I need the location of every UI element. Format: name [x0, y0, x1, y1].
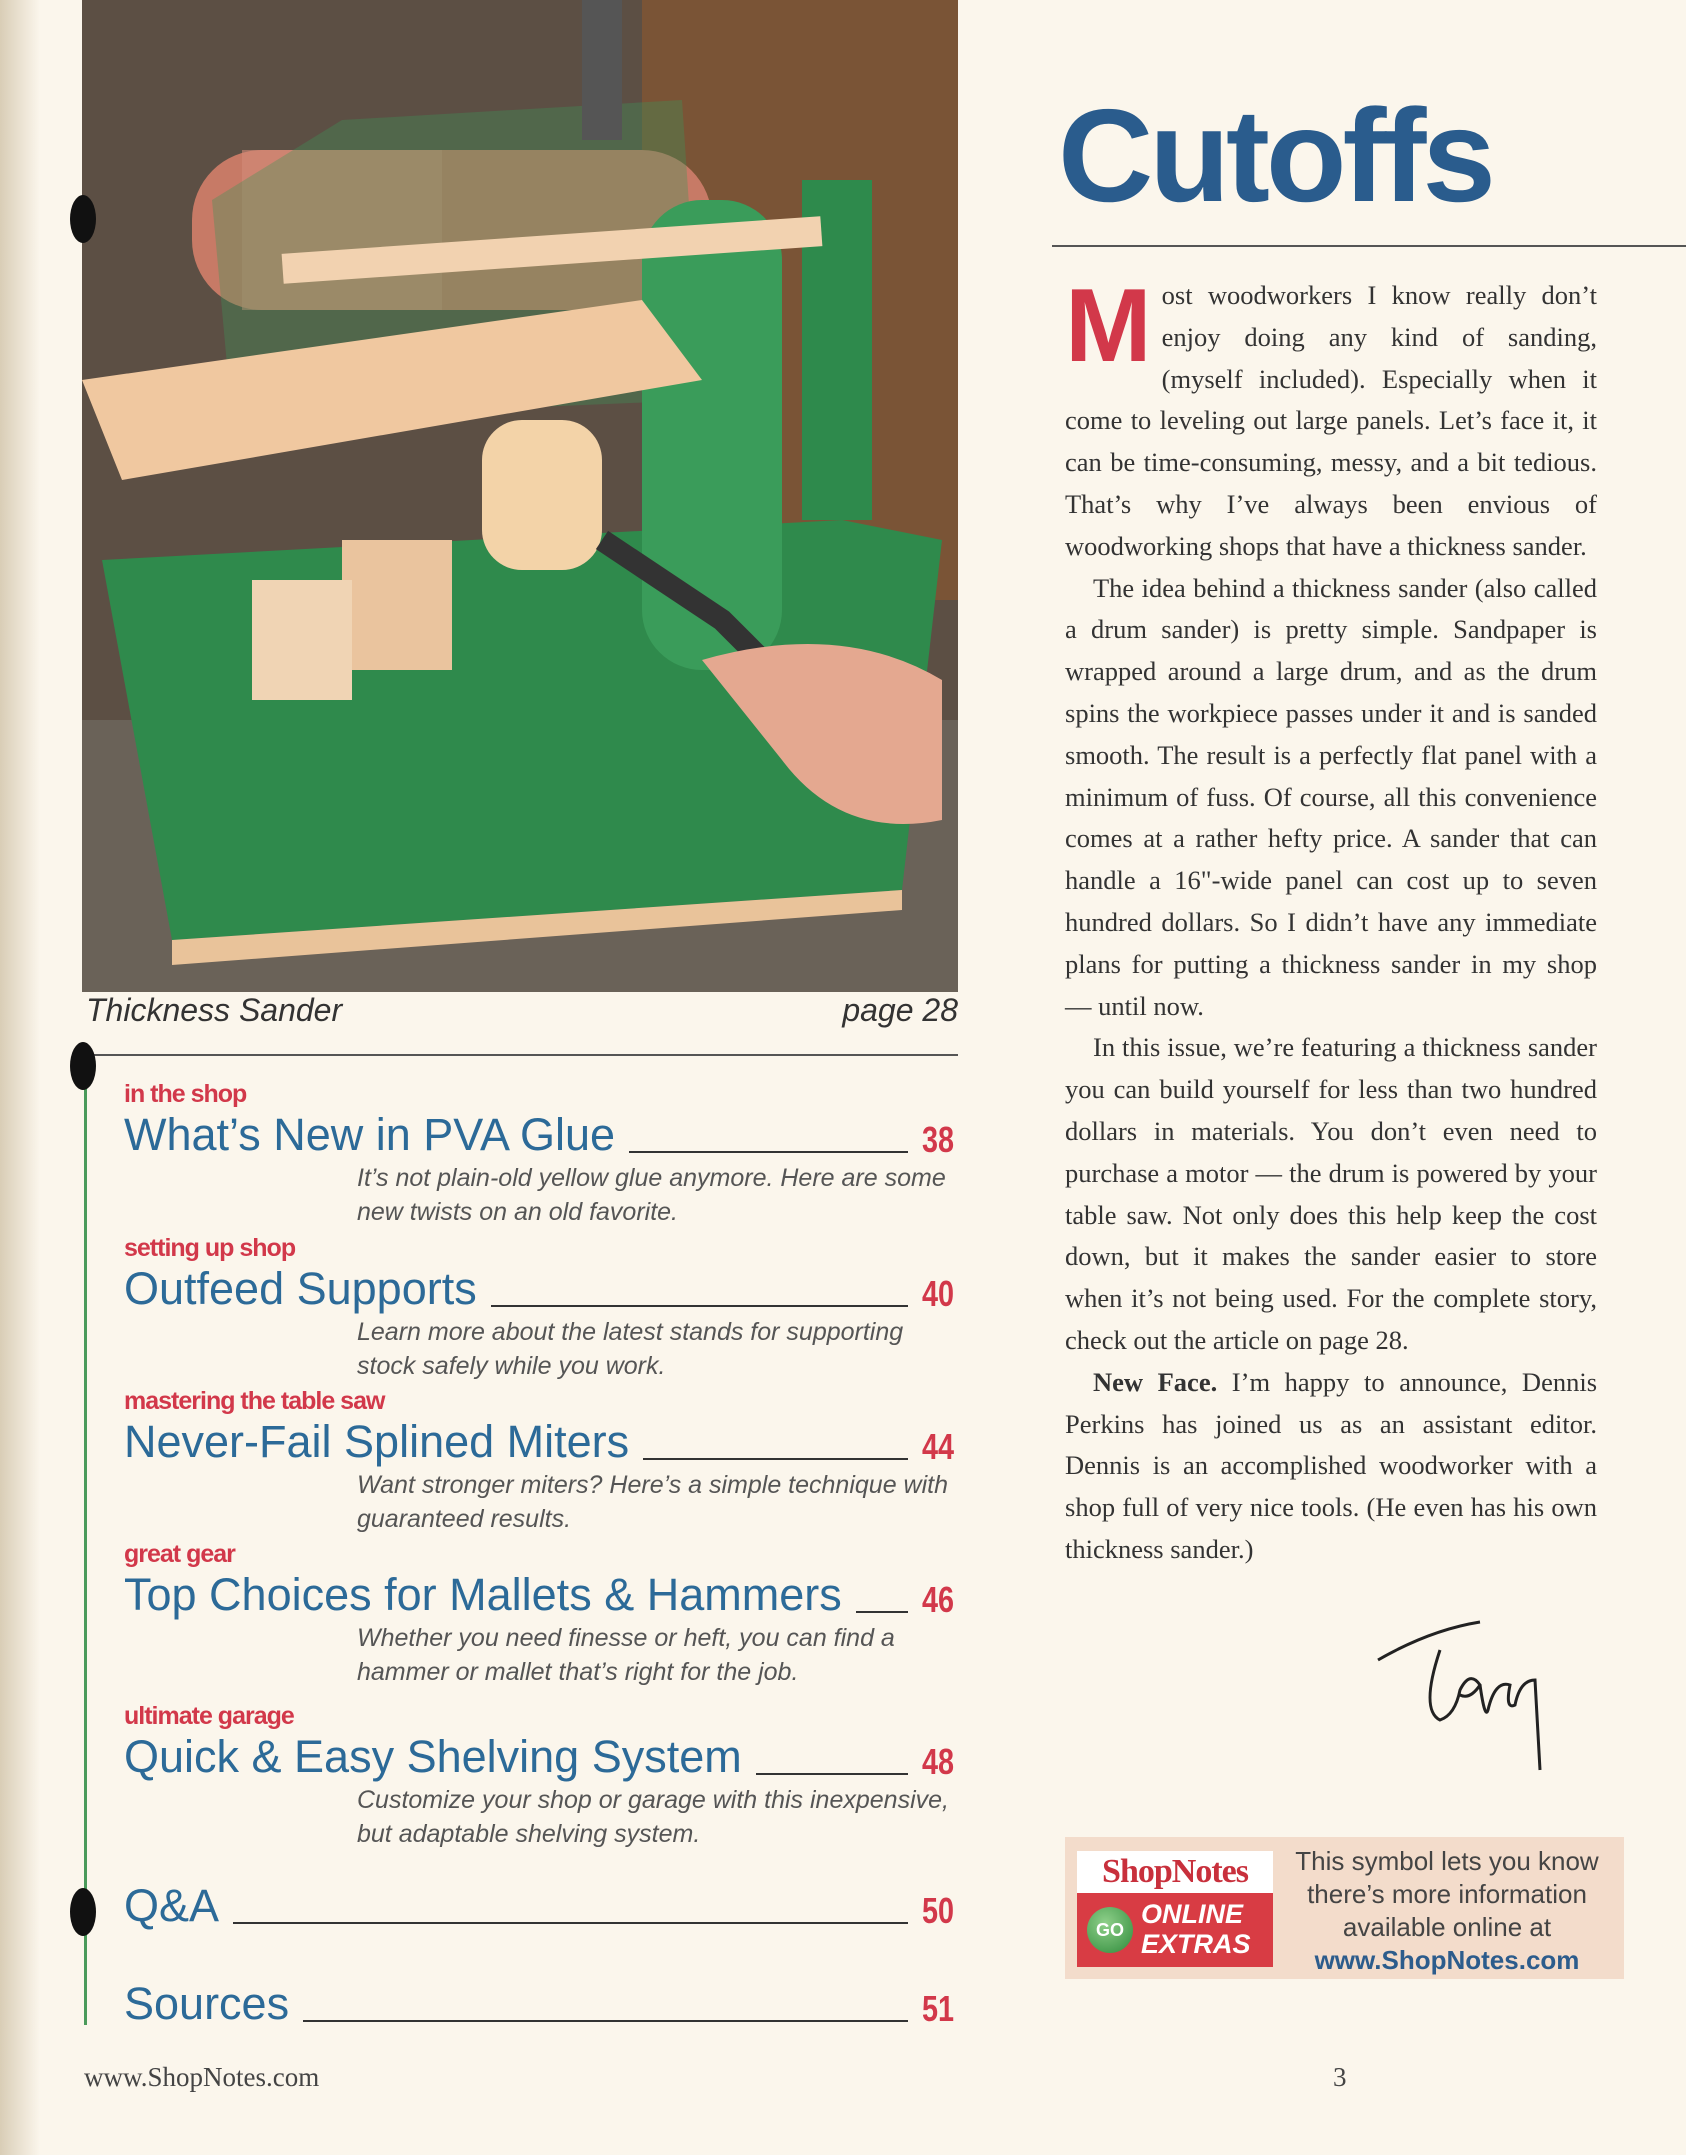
toc-page: 44	[921, 1426, 954, 1467]
leader-line	[491, 1305, 908, 1307]
toc-category: ultimate garage	[124, 1702, 294, 1730]
toc-description: Customize your shop or garage with this inexpensive, but adaptable shelving system.	[357, 1786, 949, 1848]
toc-title[interactable]: Top Choices for Mallets & Hammers	[124, 1569, 842, 1620]
editorial-title: Cutoffs	[1058, 82, 1492, 229]
paragraph-lead: New Face.	[1093, 1366, 1218, 1397]
leader-line	[303, 2020, 908, 2022]
toc-description: Learn more about the latest stands for supporting stock safely while you work.	[357, 1318, 904, 1380]
footer-url[interactable]: www.ShopNotes.com	[84, 2062, 320, 2092]
toc-divider	[84, 1054, 958, 1056]
toc-item[interactable]	[124, 1702, 958, 1851]
leader-line	[233, 1922, 908, 1924]
toc-item[interactable]	[124, 1387, 958, 1536]
toc-category: mastering the table saw	[124, 1387, 385, 1415]
toc-page: 38	[921, 1119, 954, 1160]
toc-description: It’s not plain-old yellow glue anymore. Here are some new twists on an old favorite.	[357, 1164, 946, 1226]
leader-line	[629, 1151, 908, 1153]
toc-item[interactable]	[124, 1540, 958, 1689]
toc-item[interactable]	[124, 1978, 958, 2030]
toc-description: Want stronger miters? Here’s a simple technique with guaranteed results.	[357, 1471, 949, 1533]
online-extras-box	[1065, 1837, 1624, 1979]
toc-category: in the shop	[124, 1080, 247, 1108]
logo-line: ONLINE	[1141, 1899, 1244, 1929]
shopnotes-logo-text: ShopNotes	[1077, 1851, 1273, 1893]
online-extras-logo[interactable]	[1077, 1851, 1273, 1967]
toc-category: great gear	[124, 1540, 235, 1568]
paragraph: The idea behind a thickness sander (also called a drum sander) is pretty simple. Sandpaper is wrapped around a large drum, and as the drum spins the workpiece passes under it and is sanded smooth. The result is a perfectly flat panel with a minimum of fuss. Of course, all this convenience comes at a rather hefty price. A sander that can handle a 16"-wide panel can cost up to seven hundred dollars. So I didn’t have any immediate plans for putting a thickness sander in my shop — until now.	[1065, 572, 1597, 1021]
photo-caption: Thickness Sander	[86, 992, 343, 1028]
signature	[1370, 1610, 1570, 1785]
toc-title[interactable]: Never-Fail Splined Miters	[124, 1416, 630, 1467]
toc-page: 40	[921, 1273, 954, 1314]
photo-page-ref[interactable]: page 28	[842, 992, 958, 1028]
binder-hole	[70, 195, 96, 243]
page-gutter	[0, 0, 40, 2155]
paragraph: ost woodworkers I know really don’t enjoy doing any kind of sanding, (myself included). Especially when it come to leveling out large panels. Let’s face it, it can be time-consuming, messy, and a bit tedious. That’s why I’ve always been envious of woodworking shops that have a thickness sander.	[1065, 280, 1597, 561]
binder-hole	[70, 1888, 96, 1936]
toc-page: 46	[921, 1579, 954, 1620]
title-rule	[1052, 245, 1686, 247]
leader-line	[856, 1611, 908, 1613]
toc-description: Whether you need finesse or heft, you can find a hammer or mallet that’s right for the job.	[357, 1624, 895, 1686]
paragraph: In this issue, we’re featuring a thickness sander you can build yourself for less than two hundred dollars in materials. You don’t even need to purchase a motor — the drum is powered by your table saw. Not only does this help keep the cost down, but it makes the sander easier to store when it’s not being used. For the complete story, check out the article on page 28.	[1065, 1032, 1597, 1355]
toc-page: 48	[921, 1741, 954, 1782]
toc-title[interactable]: Q&A	[124, 1880, 220, 1931]
online-extras-url[interactable]: www.ShopNotes.com	[1314, 1945, 1580, 1975]
toc-title[interactable]: Sources	[124, 1978, 290, 2029]
toc-margin-line	[84, 1060, 87, 2025]
toc-item[interactable]	[124, 1880, 958, 1932]
toc-item[interactable]	[124, 1080, 958, 1229]
toc-title[interactable]: Quick & Easy Shelving System	[124, 1731, 742, 1782]
leader-line	[756, 1773, 908, 1775]
go-icon: GO	[1087, 1907, 1133, 1953]
online-extras-text: This symbol lets you know there’s more information available online at	[1295, 1846, 1599, 1942]
logo-line: EXTRAS	[1141, 1929, 1251, 1959]
toc-item[interactable]	[124, 1234, 958, 1383]
page-number: 3	[1333, 2062, 1347, 2092]
editorial-body	[1065, 268, 1598, 1571]
binder-hole	[70, 1042, 96, 1090]
toc-title[interactable]: Outfeed Supports	[124, 1263, 477, 1314]
paragraph: I’m happy to announce, Dennis Perkins has joined us as an assistant editor. Dennis is an accomplished woodworker with a shop full of very nice tools. (He even has his own thickness sander.)	[1065, 1366, 1598, 1564]
toc-category: setting up shop	[124, 1234, 296, 1262]
toc-title[interactable]: What’s New in PVA Glue	[124, 1109, 616, 1160]
toc-page: 51	[921, 1988, 954, 2029]
drop-cap: M	[1065, 268, 1152, 384]
thickness-sander-photo	[82, 0, 958, 992]
toc-page: 50	[921, 1890, 954, 1931]
leader-line	[643, 1458, 908, 1460]
